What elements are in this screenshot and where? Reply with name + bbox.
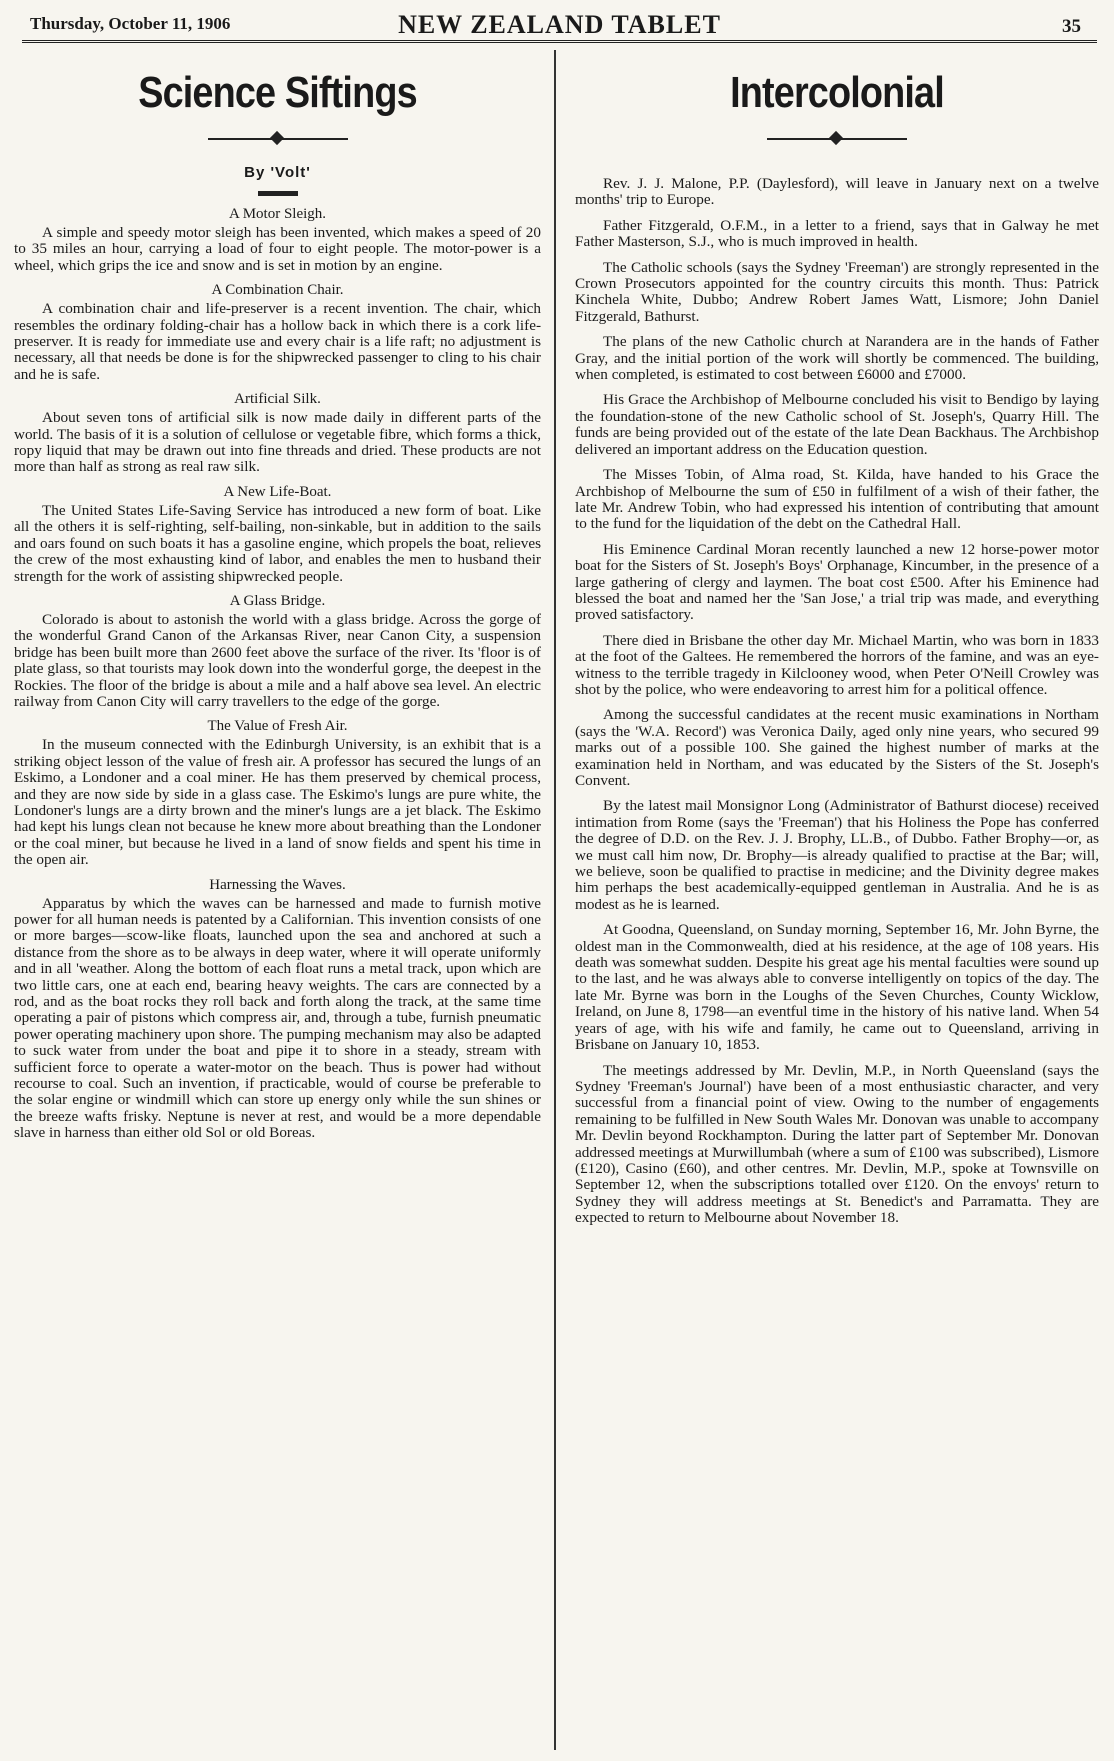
news-item: The plans of the new Catholic church at Narandera are in the hands of Father Gray, and the initial portion of the work will shortly be commenced. The building, when completed, is estimated to cost between £6000 and £7000. — [575, 333, 1099, 384]
byline: By 'Volt' — [244, 164, 311, 181]
masthead — [22, 6, 1097, 43]
intercolonial-column — [575, 52, 1099, 1752]
section-heading: Science Siftings — [138, 68, 417, 117]
article-text: A simple and speedy motor sleigh has been invented, which makes a speed of 20 to 35 miles an hour, carrying a load of four to eight people. The motor-power is a wheel, which grips the ice and snow and is set in motion by an engine. — [14, 224, 541, 274]
article — [14, 484, 541, 585]
short-rule — [258, 191, 298, 196]
news-item: There died in Brisbane the other day Mr. Michael Martin, who was born in 1833 at the foot of the Galtees. He remembered the horrors of the famine, and was an eye-witness to the terrible tragedy in Kilclooney wood, when Peter O'Neill Crowley was shot by the police, who were endeavoring to arrest him for a political offence. — [575, 631, 1099, 698]
article-subhead: Harnessing the Waves. — [209, 876, 346, 893]
ornament-divider — [208, 132, 348, 146]
article-text: In the museum connected with the Edinburgh University, is an exhibit that is a striking object lesson of the value of fresh air. A professor has secured the lungs of an Eskimo, a Londoner and a coal miner. He has them preserved by chemical process, and they are now side by side in a glass case. The Eskimo's lungs are pure white, the Londoner's lungs are a dirty brown and the miner's lungs are a jet black. The Eskimo had kept his lungs clean not because he knew more about breathing than the Londoner or the coal miner, but because he lived in a land of snow fields and spent his time in the open air. — [14, 736, 541, 869]
article — [14, 718, 541, 868]
news-item: His Grace the Archbishop of Melbourne concluded his visit to Bendigo by laying the foundation-stone of the new Catholic school of St. Joseph's, Quarry Hill. The funds are being provided out of the estate of the late Dean Backhaus. The Archbishop delivered an important address on the Education question. — [575, 391, 1099, 458]
article — [14, 282, 541, 383]
column-divider — [554, 50, 556, 1750]
article-subhead: The Value of Fresh Air. — [207, 718, 348, 735]
article — [14, 206, 541, 274]
news-item: The Misses Tobin, of Alma road, St. Kilda, have handed to his Grace the Archbishop of Melbourne the sum of £50 in fulfilment of a wish of their father, the late Mr. Andrew Tobin, who had expressed his intention of contributing that amount to the fund for the liquidation of the debt on the Cathedral Hall. — [575, 466, 1099, 533]
news-item: Father Fitzgerald, O.F.M., in a letter to a friend, says that in Galway he met Father Masterson, S.J., who is much improved in health. — [575, 216, 1099, 251]
science-siftings-column — [14, 52, 541, 1752]
publication-title: NEW ZEALAND TABLET — [398, 10, 721, 39]
issue-date: Thursday, October 11, 1906 — [30, 14, 231, 33]
page-number: 35 — [1062, 16, 1081, 37]
article-subhead: A Combination Chair. — [211, 282, 344, 299]
news-item: At Goodna, Queensland, on Sunday morning, September 16, Mr. John Byrne, the oldest man in the Commonwealth, died at his residence, at the age of 108 years. His death was somewhat sudden. Despite his great age his mental faculties were sound up to the last, and he was always able to converse intelligently on topics of the day. The late Mr. Byrne was born in the Loughs of the Seven Churches, County Wicklow, Ireland, on June 8, 1798—an eventful time in the history of his native land. When 54 years of age, with his wife and family, he came out to Queensland, arriving in Brisbane on January 10, 1853. — [575, 921, 1099, 1054]
article-text: Apparatus by which the waves can be harnessed and made to furnish motive power for all human needs is patented by a Californian. This invention consists of one or more barges—scow-like floats, launched upon the sea and anchored at such a distance from the shore as to be always in deep water, where it will operate uniformly and in all 'weather. Along the bottom of each float runs a metal track, upon which are two little cars, one at each end, bearing heavy weights. The cars are connected by a rod, and as the boat rocks they roll back and forth along the track, at the same time operating a pair of pistons which compress air, and, through a tube, furnish pneumatic power operating machinery upon shore. The pumping mechanism may also be adapted to suck water from under the boat and pipe it to shore in a steady, stream with sufficient force to operate a water-motor on the beach. Thus is power had without recourse to coal. Such an invention, if practicable, would of course be preferable to the solar engine or windmill which can store up energy only while the sun shines or the breeze wafts frisky. Neptune is never at rest, and would be a more dependable slave in harness than either old Sol or old Boreas. — [14, 894, 541, 1142]
article — [14, 877, 541, 1142]
article-text: The United States Life-Saving Service has introduced a new form of boat. Like all the others it is self-righting, self-bailing, non-sinkable, but in addition to the sails and oars found on such boats it has a gasoline engine, which propels the boat, relieves the crew of the most exhausting kind of labor, and enables the men to husband their strength for the work of assisting shipwrecked people. — [14, 501, 541, 585]
article-subhead: A Motor Sleigh. — [228, 206, 327, 222]
article-subhead: Artificial Silk. — [234, 391, 321, 408]
article-text: A combination chair and life-preserver is a recent invention. The chair, which resembles the ordinary folding-chair has a hollow back in which there is a cork life-preserver. It is ready for immediate use and every chair is a life raft; no adjustment is necessary, all that needs be done is for the shipwrecked passenger to cling to his chair and he is safe. — [14, 300, 541, 383]
news-item: The Catholic schools (says the Sydney 'Freeman') are strongly represented in the Crown Prosecutors appointed for the country circuits this month. Thus: Patrick Kinchela White, Dubbo; Andrew Robert James Watt, Lismore; John Daniel Fitzgerald, Bathurst. — [575, 258, 1099, 325]
ornament-divider — [767, 132, 907, 146]
news-items — [575, 176, 1099, 1227]
article-subhead: A Glass Bridge. — [229, 592, 326, 609]
article-subhead: A New Life-Boat. — [223, 483, 332, 500]
news-item: Among the successful candidates at the recent music examinations in Northam (says the 'W.A. Record') was Veronica Daily, aged only nine years, who secured 99 marks out of a possible 100. She gained the highest number of marks at the examination held in Northam, and was educated by the Sisters of the St. Joseph's Convent. — [575, 706, 1099, 789]
news-item: His Eminence Cardinal Moran recently launched a new 12 horse-power motor boat for the Sisters of St. Joseph's Boys' Orphanage, Kincumber, in the presence of a large gathering of clergy and laymen. The boat cost £500. After his Eminence had blessed the boat and named her the 'San Jose,' a trial trip was made, and everything proved satisfactory. — [575, 540, 1099, 624]
news-item: Rev. J. J. Malone, P.P. (Daylesford), will leave in January next on a twelve months' trip to Europe. — [575, 175, 1099, 209]
article-text: Colorado is about to astonish the world with a glass bridge. Across the gorge of the wonderful Grand Canon of the Arkansas River, near Canon City, a suspension bridge has been built more than 2600 feet above the surface of the river. Its 'floor is of plate glass, so that tourists may look down into the wonderful gorge, the deepest in the Rockies. The floor of the bridge is about a mile and a half above sea level. An electric railway from Canon City will carry travellers to the edge of the gorge. — [14, 610, 541, 710]
article-text: About seven tons of artificial silk is now made daily in different parts of the world. The basis of it is a solution of cellulose or vegetable fibre, which forms a thick, ropy liquid that may be drawn out into fine threads and dried. These products are not more than half as strong as real raw silk. — [14, 409, 541, 476]
section-heading: Intercolonial — [730, 68, 944, 117]
article — [14, 391, 541, 476]
article — [14, 593, 541, 710]
news-item: By the latest mail Monsignor Long (Administrator of Bathurst diocese) received intimation from Rome (says the 'Freeman') that his Holiness the Pope has conferred the degree of D.D. on the Rev. J. J. Brophy, LL.B., of Dubbo. Father Brophy—or, as we must call him now, Dr. Brophy—is already qualified to practise at the Bar; will, we believe, soon be qualified to practise in medicine; and the Divinity degree makes him perhaps the best academically-equipped gentleman in Australia. And he is as modest as he is learned. — [575, 797, 1099, 913]
news-item: The meetings addressed by Mr. Devlin, M.P., in North Queensland (says the Sydney 'Freeman's Journal') have been of a most enthusiastic character, and very successful from a financial point of view. Owing to the number of engagements remaining to be fulfilled in New South Wales Mr. Donovan was unable to accompany Mr. Devlin beyond Rockhampton. During the latter part of September Mr. Donovan addressed meetings at Murwillumbah (where a sum of £100 was subscribed), Lismore (£120), Casino (£60), and other centres. Mr. Devlin, M.P., spoke at Townsville on September 12, when the subscriptions totalled over £120. On the envoys' return to Sydney they will address meetings at St. Benedict's and Parramatta. They are expected to return to Melbourne about November 18. — [575, 1061, 1099, 1227]
